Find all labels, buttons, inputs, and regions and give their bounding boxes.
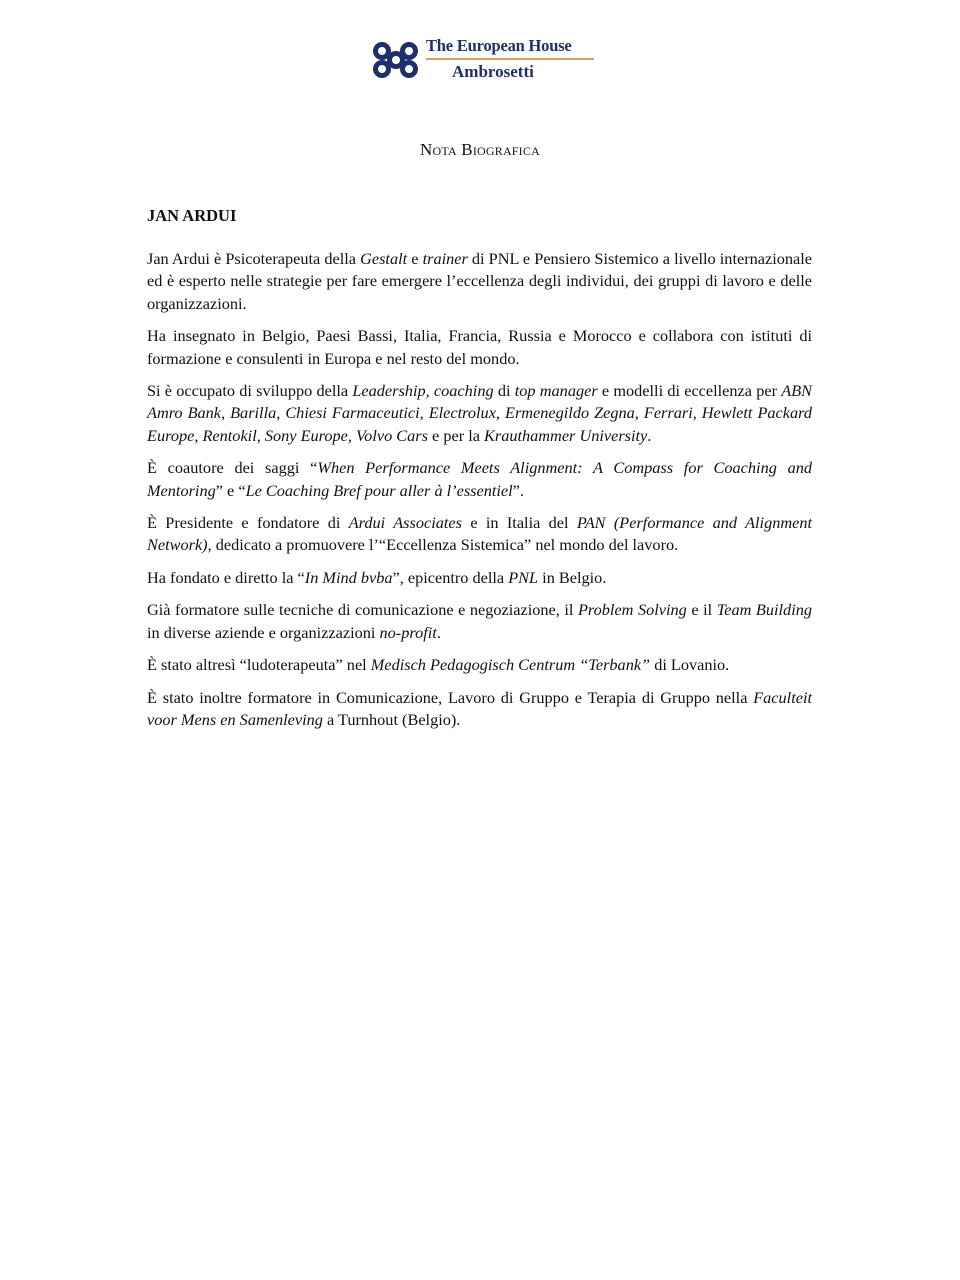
text-run: di (493, 381, 515, 401)
bio-paragraph (147, 512, 812, 557)
text-run: ” e “ (215, 480, 246, 500)
italic-text: Gestalt (360, 249, 408, 268)
text-run: , (425, 381, 434, 401)
logo-text-line2: Ambrosetti (452, 62, 534, 81)
text-run: e modelli di eccellenza per (597, 381, 782, 401)
text-run: ”. (512, 480, 524, 500)
person-name: JAN ARDUI (147, 206, 237, 225)
text-run: ”, epicentro della (392, 567, 509, 587)
italic-text: PAN (Performance and Alignment Network) (147, 513, 813, 555)
text-run: È Presidente e fondatore di (147, 513, 349, 533)
text-run: Si è occupato di sviluppo della (147, 381, 353, 401)
text-run: di Lovanio. (650, 655, 730, 675)
italic-text: Faculteit voor Mens en Samenleving (147, 687, 812, 729)
company-logo (372, 36, 602, 88)
bio-paragraph (147, 457, 812, 502)
logo-text-line1: The European House (426, 36, 572, 55)
italic-text: Problem Solving (577, 600, 687, 620)
text-run: e per la (427, 425, 485, 445)
italic-text: Le Coaching Bref pour aller à l’essentiel (245, 480, 513, 500)
italic-text: PNL (508, 567, 539, 587)
text-run: a Turnhout (Belgio). (322, 709, 461, 729)
text-run: in diverse aziende e organizzazioni (147, 622, 380, 642)
ambrosetti-logo-icon (372, 40, 420, 80)
text-run: È stato altresì “ludoterapeuta” nel (147, 655, 371, 675)
text-run: di PNL e Pensiero Sistemico a livello internazionale ed è esperto nelle strategie per fare emergere l’eccellenza degli individui, dei gruppi di lavoro e delle organizzazioni. (147, 249, 812, 313)
bio-paragraph (147, 599, 812, 644)
italic-text: When Performance Meets Alignment: A Compass for Coaching and Mentoring (147, 458, 812, 500)
bio-paragraph (147, 325, 812, 370)
text-run: Jan Ardui è Psicoterapeuta della (147, 249, 361, 268)
italic-text: trainer (422, 249, 468, 268)
text-run: Ha fondato e diretto la “ (147, 567, 305, 587)
italic-text: Medisch Pedagogisch Centrum “Terbank” (370, 655, 651, 675)
text-run: È coautore dei saggi “ (147, 458, 318, 478)
bio-paragraph (147, 248, 812, 315)
italic-text: Team Building (716, 600, 813, 620)
italic-text: no-profit (379, 622, 437, 642)
text-run: e (407, 249, 423, 268)
biography-body (147, 248, 812, 741)
text-run: e in Italia del (461, 513, 577, 533)
text-run: È stato inoltre formatore in Comunicazione, Lavoro di Gruppo e Terapia di Gruppo nella (147, 687, 754, 707)
italic-text: Leadership (352, 381, 426, 401)
text-run: , dedicato a promuovere l’“Eccellenza Sistemica” nel mondo del lavoro. (207, 535, 679, 555)
italic-text: Krauthammer University (484, 425, 648, 445)
italic-text: top manager (514, 381, 598, 401)
bio-paragraph (147, 567, 812, 589)
italic-text: In Mind bvba (304, 567, 393, 587)
document-heading: Nota Biografica (420, 140, 540, 159)
text-run: e il (686, 600, 717, 620)
text-run: Ha insegnato in Belgio, Paesi Bassi, Italia, Francia, Russia e Morocco e collabora con istituti di formazione e consulenti in Europa e nel resto del mondo. (147, 326, 812, 368)
italic-text: ABN Amro Bank, Barilla, Chiesi Farmaceutici, Electrolux, Ermenegildo Zegna, Ferrari, Hewlett Packard Europe, Rentokil, Sony Europe, Volvo Cars (147, 381, 812, 445)
bio-paragraph (147, 654, 812, 676)
text-run: . (436, 622, 441, 642)
italic-text: Ardui Associates (348, 513, 462, 533)
italic-text: coaching (433, 381, 494, 401)
bio-paragraph (147, 380, 812, 447)
text-run: . (647, 425, 652, 445)
bio-paragraph (147, 687, 812, 732)
text-run: Già formatore sulle tecniche di comunicazione e negoziazione, il (147, 600, 578, 620)
text-run: in Belgio. (538, 567, 607, 587)
logo-divider (426, 58, 594, 60)
